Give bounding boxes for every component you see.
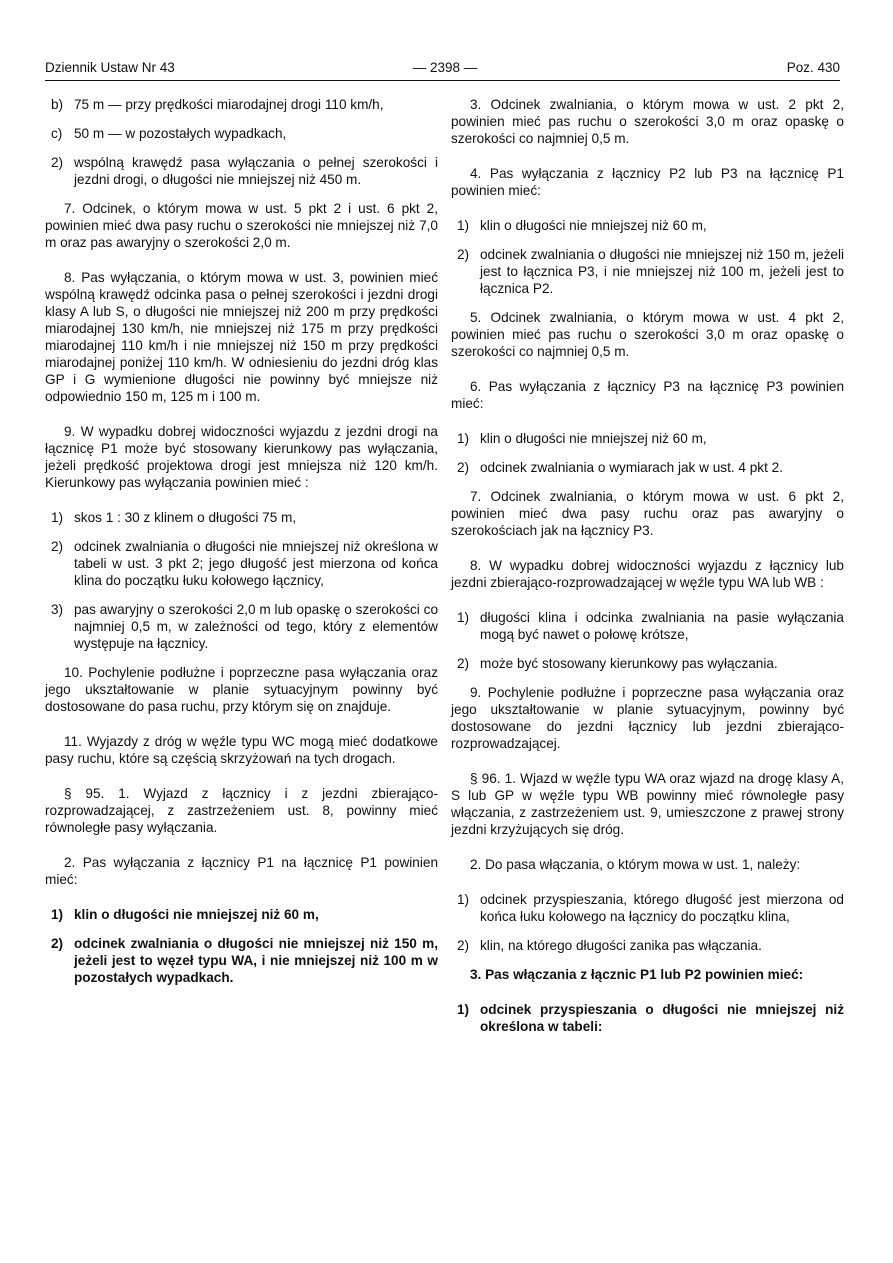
list-item-text: klin, na którego długości zanika pas włączania. <box>480 938 762 953</box>
list-item-text: odcinek zwalniania o długości nie mniejszej niż 150 m, jeżeli jest to węzeł typu WA, i nie mniejszej niż 100 m w pozostałych wypadkach. <box>74 936 438 985</box>
list-item-number: 2) <box>51 936 64 951</box>
paragraph: 9. W wypadku dobrej widoczności wyjazdu z jezdni drogi na łącznicę P1 może być stosowany kierunkowy pas wyłączania, jeżeli prędkość projektowa drogi jest mniejsza niż 120 km/h. Kierunkowy pas wyłączania powinien mieć : <box>45 424 438 490</box>
list-item-number: 1) <box>457 610 470 625</box>
position-number: Poz. 430 <box>786 60 840 75</box>
paragraph: 2. Pas wyłączania z łącznicy P1 na łącznicę P1 powinien mieć: <box>45 855 438 887</box>
list-item-number: 2) <box>457 247 470 262</box>
list-item <box>45 154 438 188</box>
list-item-number: 1) <box>457 1002 470 1017</box>
paragraph: 7. Odcinek, o którym mowa w ust. 5 pkt 2 i ust. 6 pkt 2, powinien mieć dwa pasy ruchu o szerokości nie mniejszej niż 7,0 m oraz pas awaryjny o szerokości 2,0 m. <box>45 201 438 250</box>
list-item-text: klin o długości nie mniejszej niż 60 m, <box>480 218 707 233</box>
right-column <box>451 96 844 1047</box>
list-item-text: pas awaryjny o szerokości 2,0 m lub opaskę o szerokości co najmniej 0,5 m, w zależności od tego, który z elementów występuje na łącznicy. <box>74 602 438 651</box>
paragraph: 3. Pas włączania z łącznic P1 lub P2 powinien mieć: <box>470 967 804 982</box>
header-rule <box>45 80 840 81</box>
list-item <box>451 891 844 925</box>
list-item <box>451 609 844 643</box>
page-number: — 2398 — <box>412 60 478 75</box>
paragraph: § 96. 1. Wjazd w węźle typu WA oraz wjazd na drogę klasy A, S lub GP w węźle typu WB powinny mieć równoległe pasy włączania, z zastrzeżeniem ust. 9, umieszczone z prawej strony jezdni krzyżujących się dróg. <box>451 771 844 837</box>
list-item <box>451 459 844 476</box>
list-item-number: 2) <box>457 460 470 475</box>
list-item-number: c) <box>51 126 63 141</box>
paragraph: 3. Odcinek zwalniania, o którym mowa w ust. 2 pkt 2, powinien mieć pas ruchu o szerokości 3,0 m oraz opaskę o szerokości co najmniej 0,5 m. <box>451 97 844 146</box>
list-item-number: 1) <box>51 907 64 922</box>
list-item <box>45 96 438 113</box>
list-item <box>451 430 844 447</box>
list-item-text: odcinek zwalniania o wymiarach jak w ust. 4 pkt 2. <box>480 460 783 475</box>
list-item-text: klin o długości nie mniejszej niż 60 m, <box>480 431 707 446</box>
list-item-text: odcinek przyspieszania o długości nie mniejszej niż określona w tabeli: <box>480 1002 844 1034</box>
list-item-text: odcinek zwalniania o długości nie mniejszej niż 150 m, jeżeli jest to łącznica P3, i nie mniejszej niż 100 m, jeżeli jest to łącznica P2. <box>480 247 844 296</box>
list-item <box>451 1001 844 1035</box>
paragraph: 2. Do pasa włączania, o którym mowa w ust. 1, należy: <box>470 857 801 872</box>
list-item-number: 2) <box>457 938 470 953</box>
left-column <box>45 96 438 998</box>
list-item-text: 50 m — w pozostałych wypadkach, <box>74 126 287 141</box>
paragraph: 4. Pas wyłączania z łącznicy P2 lub P3 na łącznicę P1 powinien mieć: <box>451 166 844 198</box>
list-item <box>451 217 844 234</box>
paragraph: § 95. 1. Wyjazd z łącznicy i z jezdni zbierająco-rozprowadzającej, z zastrzeżeniem ust. 8, powinny mieć równoległe pasy wyłączania. <box>45 786 438 835</box>
list-item-text: długości klina i odcinka zwalniania na pasie wyłączania mogą być nawet o połowę krótsze, <box>480 610 844 642</box>
list-item <box>45 601 438 652</box>
paragraph: 8. Pas wyłączania, o którym mowa w ust. 3, powinien mieć wspólną krawędź odcinka pasa o pełnej szerokości i jezdni drogi klasy A lub S, o długości nie mniejszej niż 200 m przy prędkości miarodajnej 130 km/h, nie mniejszej niż 175 m przy prędkości miarodajnej 110 km/h i nie mniejszej niż 150 m przy prędkości miarodajnej poniżej 110 km/h. W odniesieniu do jezdni dróg klas GP i G wymienione długości nie powinny być mniejsze niż odpowiednio 150 m, 125 m i 100 m. <box>45 270 438 404</box>
list-item-number: b) <box>51 97 64 112</box>
list-item-text: odcinek przyspieszania, którego długość jest mierzona od końca łuku kołowego na łącznicy do początku klina, <box>480 892 844 924</box>
paragraph: 9. Pochylenie podłużne i poprzeczne pasa wyłączania oraz jego ukształtowanie w planie sytuacyjnym, powinny być dostosowane do jezdni łącznicy lub jezdni zbierająco-rozprowadzającej. <box>451 685 844 751</box>
list-item <box>451 937 844 954</box>
list-item-number: 2) <box>51 539 64 554</box>
paragraph: 5. Odcinek zwalniania, o którym mowa w ust. 4 pkt 2, powinien mieć pas ruchu o szerokości 3,0 m oraz opaskę o szerokości co najmniej 0,5 m. <box>451 310 844 359</box>
list-item-number: 2) <box>51 155 64 170</box>
list-item-text: wspólną krawędź pasa wyłączania o pełnej szerokości i jezdni drogi, o długości nie mniejszej niż 450 m. <box>74 155 438 187</box>
list-item-number: 1) <box>51 510 64 525</box>
list-item-number: 1) <box>457 892 470 907</box>
list-item-text: skos 1 : 30 z klinem o długości 75 m, <box>74 510 297 525</box>
list-item <box>45 906 438 923</box>
list-item-text: 75 m — przy prędkości miarodajnej drogi 110 km/h, <box>74 97 384 112</box>
list-item <box>45 538 438 589</box>
list-item-number: 2) <box>457 656 470 671</box>
paragraph: 7. Odcinek zwalniania, o którym mowa w ust. 6 pkt 2, powinien mieć dwa pasy ruchu oraz pas awaryjny o szerokościach jak na łącznicy P3. <box>451 489 844 538</box>
list-item-text: klin o długości nie mniejszej niż 60 m, <box>74 907 319 922</box>
list-item-number: 1) <box>457 218 470 233</box>
list-item-text: może być stosowany kierunkowy pas wyłączania. <box>480 656 778 671</box>
list-item <box>45 125 438 142</box>
paragraph: 6. Pas wyłączania z łącznicy P3 na łącznicę P3 powinien mieć: <box>451 379 844 411</box>
paragraph: 8. W wypadku dobrej widoczności wyjazdu z łącznicy lub jezdni zbierająco-rozprowadzającej w węźle typu WA lub WB : <box>451 558 844 590</box>
list-item-number: 3) <box>51 602 64 617</box>
list-item-text: odcinek zwalniania o długości nie mniejszej niż określona w tabeli w ust. 3 pkt 2; jego długość jest mierzona od końca klina do początku łuku kołowego łącznicy, <box>74 539 438 588</box>
paragraph: 10. Pochylenie podłużne i poprzeczne pasa wyłączania oraz jego ukształtowanie w planie sytuacyjnym powinny być dostosowane do pasa ruchu, przy którym się on znajduje. <box>45 665 438 714</box>
list-item <box>45 509 438 526</box>
list-item <box>451 246 844 297</box>
list-item <box>451 655 844 672</box>
list-item <box>45 935 438 986</box>
list-item-number: 1) <box>457 431 470 446</box>
paragraph: 11. Wyjazdy z dróg w węźle typu WC mogą mieć dodatkowe pasy ruchu, które są częścią skrzyżowań na tych drogach. <box>45 734 438 766</box>
page-header <box>45 60 840 80</box>
journal-title: Dziennik Ustaw Nr 43 <box>45 60 175 75</box>
